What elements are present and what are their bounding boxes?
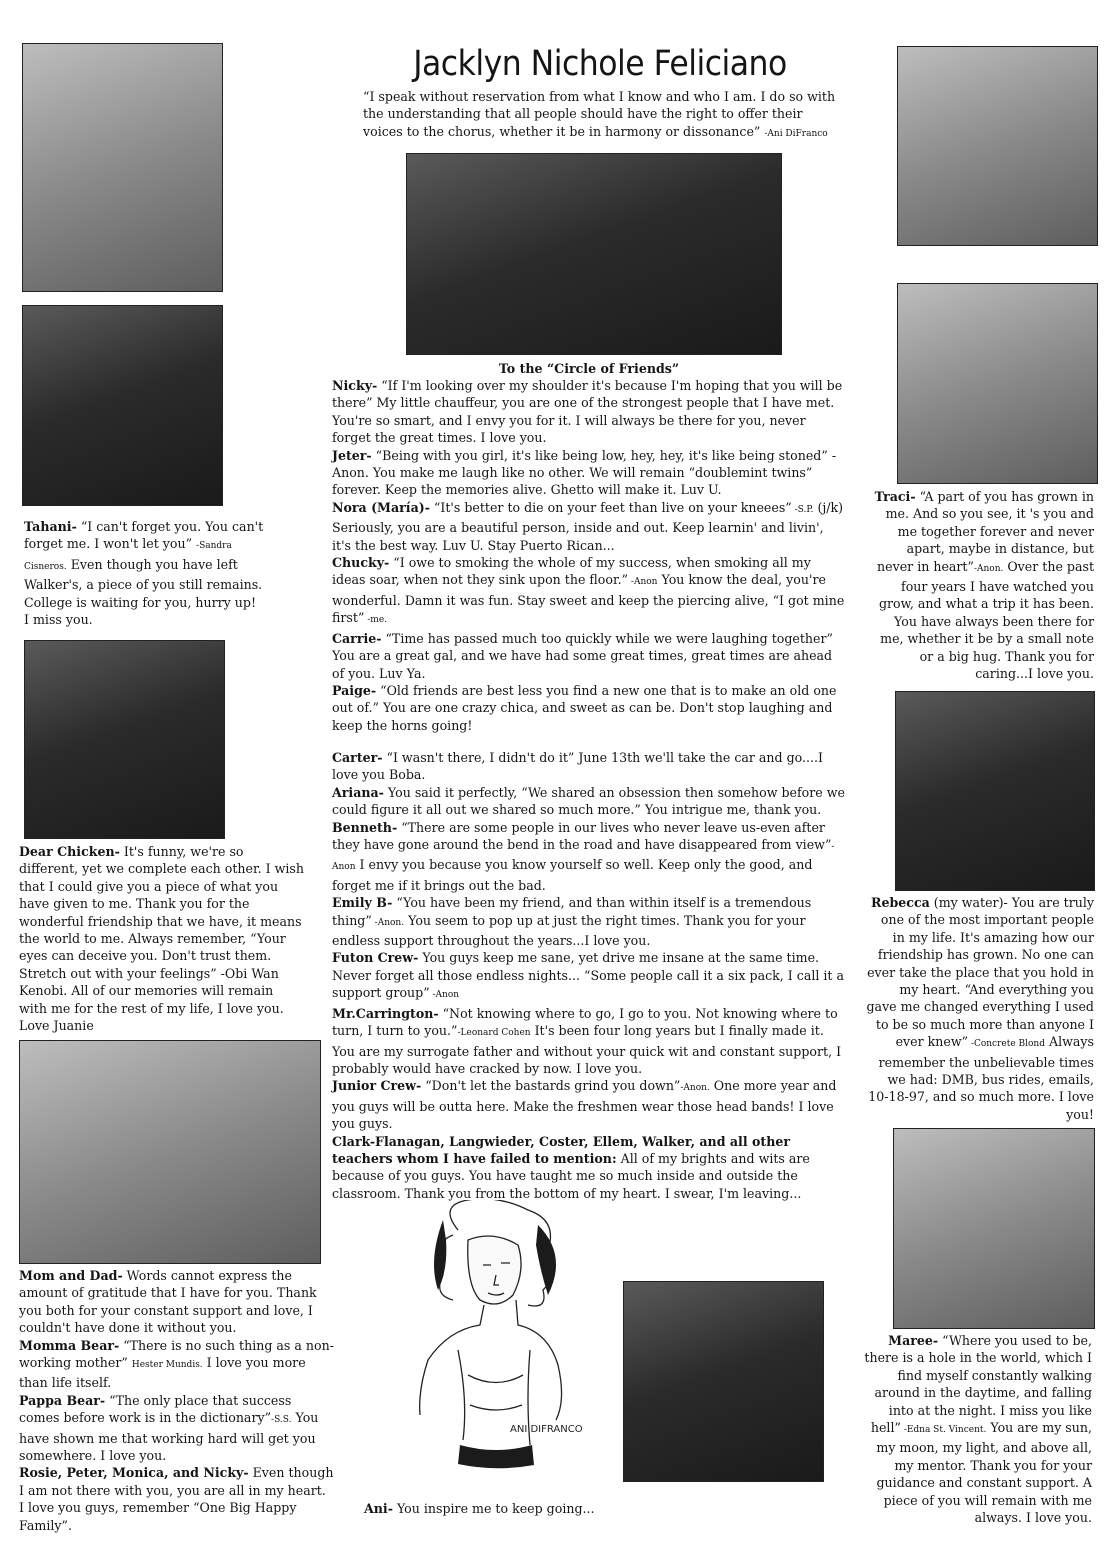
junior-crew-text: “Don't let the bastards grind you down” bbox=[421, 1078, 681, 1094]
circle-entries bbox=[332, 377, 846, 734]
carter-name: Carter- bbox=[332, 750, 383, 765]
traci-text: “A part of you has grown in me. And so you see, it 's you and me together forever and never apart, maybe in distance, but never in heart” bbox=[877, 489, 1094, 574]
nicky-name: Nicky- bbox=[332, 378, 378, 393]
traci-entry bbox=[868, 488, 1094, 682]
futon-name: Futon Crew- bbox=[332, 950, 419, 966]
jeter-text: “Being with you girl, it's like being low, hey, hey, it's like being stoned” -Anon. You make me laugh like no other. We will remain “doublemint twins” forever. Keep the memories alive. Ghetto will make it. Luv U. bbox=[332, 447, 837, 498]
tahani-name: Tahani- bbox=[24, 519, 77, 534]
mom-dad-entry bbox=[19, 1267, 334, 1534]
rebecca-name: Rebecca bbox=[870, 895, 930, 910]
rebecca-attrib: -Concrete Blond bbox=[968, 1039, 1045, 1050]
photo-maree bbox=[893, 1128, 1095, 1329]
momma-bear-attrib: Hester Mundis. bbox=[131, 1360, 203, 1371]
tahani-text: “I can't forget you. You can't forget me. I won't let you” bbox=[24, 519, 264, 552]
benneth-text2: I envy you because you know yourself so well. Keep only the good, and forget me if it brings out the bad. bbox=[332, 857, 813, 893]
benneth-name: Benneth- bbox=[332, 819, 398, 835]
nora-name: Nora (María)- bbox=[332, 499, 430, 515]
jeter-name: Jeter- bbox=[332, 447, 372, 463]
ariana-name: Ariana- bbox=[332, 784, 384, 800]
dear-chicken-entry bbox=[19, 843, 305, 1034]
momma-bear-text2: I love you more than life itself. bbox=[19, 1355, 306, 1391]
emily-text2: You seem to pop up at just the right times. Thank you for your endless support throughout the years...I love you. bbox=[332, 912, 806, 949]
chucky-text2: You know the deal, you're wonderful. Damn it was fun. Stay sweet and keep the piercing alive, “I got mine first” bbox=[332, 572, 845, 626]
futon-text: You guys keep me sane, yet drive me insane at the same time. Never forget all those endless nights... “Some people call it a six pack, I call it a support group” bbox=[332, 950, 844, 1001]
photo-family bbox=[19, 1040, 321, 1264]
maree-text2: You are my sun, my moon, my light, and above all, my mentor. Thank you for your guidance and constant support. A piece of you will remain with me always. I love you. bbox=[876, 1420, 1092, 1526]
chucky-attrib: -Anon bbox=[628, 577, 658, 588]
rebecca-text2: Always remember the unbelievable times we had: DMB, bus rides, emails, 10-18-97, and so much more. I love you! bbox=[868, 1034, 1094, 1122]
pappa-bear-attrib: -S.S. bbox=[271, 1415, 292, 1426]
photo-portrait-top-left bbox=[22, 43, 223, 292]
ani-difranco-sketch bbox=[398, 1200, 590, 1490]
rosie-text: Even though I am not there with you, you are all in my heart. I love you guys, remember “One Big Happy Family”. bbox=[19, 1465, 334, 1533]
carrington-text2: It's been four long years but I finally made it. You are my surrogate father and without your quick wit and constant support, I probably would have cracked by now. I love you. bbox=[332, 1023, 842, 1076]
mom-dad-text: Words cannot express the amount of gratitude that I have for you. Thank you both for your constant support and love, I couldn't have done it without you. bbox=[19, 1268, 317, 1336]
tahani-entry bbox=[24, 518, 264, 628]
chucky-text: “I owe to smoking the whole of my success, when smoking all my ideas soar, when not they sink upon the floor.” bbox=[332, 555, 811, 588]
dear-chicken-text: It's funny, we're so different, yet we complete each other. I wish that I could give you a piece of what you have given to me. Thank you for the wonderful friendship that we have, it means the world to me. Always remember, “Your eyes can deceive you. Don't trust them. Stretch out with your feelings” -Obi Wan Kenobi. All of our memories will remain with me for the rest of my life, I love you. Love Juanie bbox=[19, 844, 304, 1034]
tahani-text2: Even though you have left Walker's, a piece of you still remains. College is waiting for you, hurry up! I miss you. bbox=[24, 556, 263, 628]
page-title: Jacklyn Nichole Feliciano bbox=[413, 44, 787, 84]
carrie-text: “Time has passed much too quickly while we were laughing together” You are a great gal, and we have had some great times, great times are ahead of you. Luv Ya. bbox=[332, 630, 833, 681]
nora-text: “It's better to die on your feet than live on your kneees” bbox=[429, 499, 792, 515]
teachers-text: All of my brights and wits are because of you guys. You have taught me so much inside and outside the classroom. Thank you from the bottom of my heart. I swear, I'm leaving... bbox=[332, 1150, 810, 1201]
chucky-name: Chucky- bbox=[332, 555, 390, 571]
ani-name: Ani- bbox=[364, 1501, 393, 1516]
benneth-attrib: -Anon bbox=[332, 842, 835, 873]
chucky-attrib2: -me. bbox=[364, 615, 388, 626]
futon-attrib: -Anon bbox=[429, 990, 460, 1001]
maree-attrib: -Edna St. Vincent. bbox=[900, 1425, 987, 1436]
maree-name: Maree- bbox=[888, 1333, 939, 1348]
momma-bear-name: Momma Bear- bbox=[19, 1337, 120, 1353]
momma-bear-text: “There is no such thing as a non-working mother” bbox=[19, 1337, 334, 1371]
traci-name: Traci- bbox=[874, 489, 916, 504]
maree-entry bbox=[860, 1332, 1092, 1526]
nora-text2: (j/k) Seriously, you are a beautiful person, inside and out. Keep learnin' and livin', it's the best way. Luv U. Stay Puerto Rican... bbox=[332, 499, 844, 553]
photo-portrait-top-right bbox=[897, 46, 1098, 246]
photo-rebecca bbox=[895, 691, 1095, 891]
ani-entry bbox=[364, 1500, 624, 1517]
carrington-attrib: -Leonard Cohen bbox=[457, 1028, 531, 1039]
ariana-text: You said it perfectly, “We shared an obsession then somehow before we could figure it all out we shared so much more.” You intrigue me, thank you. bbox=[332, 784, 845, 818]
photo-friends-group bbox=[623, 1281, 824, 1482]
teachers-name: Clark-Flanagan, Langwieder, Coster, Ellem, Walker, and all other teachers whom I have failed to mention: bbox=[332, 1133, 791, 1166]
sketch-signature: ANI DIFRANCO bbox=[510, 1424, 583, 1435]
circle-heading-text: To the “Circle of Friends” bbox=[498, 361, 680, 376]
dear-chicken-name: Dear Chicken- bbox=[19, 844, 120, 859]
other-entries bbox=[332, 749, 846, 1202]
emily-attrib: -Anon. bbox=[371, 917, 405, 928]
traci-attrib: -Anon. bbox=[973, 563, 1004, 574]
paige-name: Paige- bbox=[332, 682, 377, 698]
header-quote-text: “I speak without reservation from what I know and who I am. I do so with the understanding that all people should have the right to offer their voices to the chorus, whether it be in harmony or dissonance” bbox=[363, 89, 836, 139]
ani-text: You inspire me to keep going... bbox=[392, 1501, 595, 1516]
benneth-text: “There are some people in our lives who never leave us-even after they have gone around the bend in the road and have disappeared from view” bbox=[332, 819, 832, 853]
nora-attrib: -S.P. bbox=[791, 504, 814, 515]
header-quote bbox=[363, 88, 843, 143]
circle-heading bbox=[332, 360, 846, 377]
pappa-bear-name: Pappa Bear- bbox=[19, 1392, 106, 1408]
carter-text: “I wasn't there, I didn't do it” June 13th we'll take the car and go....I love you Boba. bbox=[332, 750, 824, 783]
rebecca-entry bbox=[866, 894, 1094, 1123]
mom-dad-name: Mom and Dad- bbox=[19, 1268, 123, 1283]
carrington-name: Mr.Carrington- bbox=[332, 1005, 439, 1021]
traci-text2: Over the past four years I have watched you grow, and what a trip it has been. You have always been there for me, whether it be by a small note or a big hug. Thank you for caring...I love you. bbox=[878, 558, 1094, 682]
photo-dear-chicken bbox=[24, 640, 225, 839]
rosie-name: Rosie, Peter, Monica, and Nicky- bbox=[19, 1465, 249, 1481]
photo-traci bbox=[897, 283, 1098, 484]
junior-crew-attrib: -Anon. bbox=[680, 1083, 710, 1094]
maree-text: “Where you used to be, there is a hole in the world, which I find myself constantly walking around in the daytime, and falling into at the night. I miss you like hell” bbox=[864, 1333, 1092, 1436]
carrington-text: “Not knowing where to go, I go to you. Not knowing where to turn, I turn to you.” bbox=[332, 1005, 838, 1039]
photo-tahani bbox=[22, 305, 223, 506]
carrie-name: Carrie- bbox=[332, 630, 382, 646]
paige-text: “Old friends are best less you find a new one that is to make an old one out of.” You are one crazy chica, and sweet as can be. Don't stop laughing and keep the horns going! bbox=[332, 682, 837, 733]
tahani-attrib: -Sandra Cisneros. bbox=[24, 541, 232, 572]
nicky-text: “If I'm looking over my shoulder it's because I'm hoping that you will be there” My little chauffeur, you are one of the strongest people that I have met. You're so smart, and I envy you for it. I will always be there for you, never forget the great times. I love you. bbox=[332, 378, 843, 446]
emily-name: Emily B- bbox=[332, 895, 393, 911]
pappa-bear-text: “The only place that success comes before work is in the dictionary” bbox=[19, 1392, 292, 1426]
header-quote-attrib: -Ani DiFranco bbox=[764, 128, 828, 139]
pappa-bear-text2: You have shown me that working hard will get you somewhere. I love you. bbox=[19, 1410, 319, 1464]
junior-crew-name: Junior Crew- bbox=[332, 1078, 422, 1094]
rebecca-text: (my water)- You are truly one of the most important people in my life. It's amazing how our friendship has grown. No one can ever take the place that you hold in my heart. “And everything you gave me changed everything I used to be so much more than anyone I ever knew” bbox=[866, 895, 1094, 1050]
emily-text: “You have been my friend, and than within itself is a tremendous thing” bbox=[332, 895, 812, 928]
junior-crew-text2: One more year and you guys will be outta here. Make the freshmen wear those head bands! I love you guys. bbox=[332, 1078, 837, 1132]
photo-circle-of-friends bbox=[406, 153, 782, 355]
